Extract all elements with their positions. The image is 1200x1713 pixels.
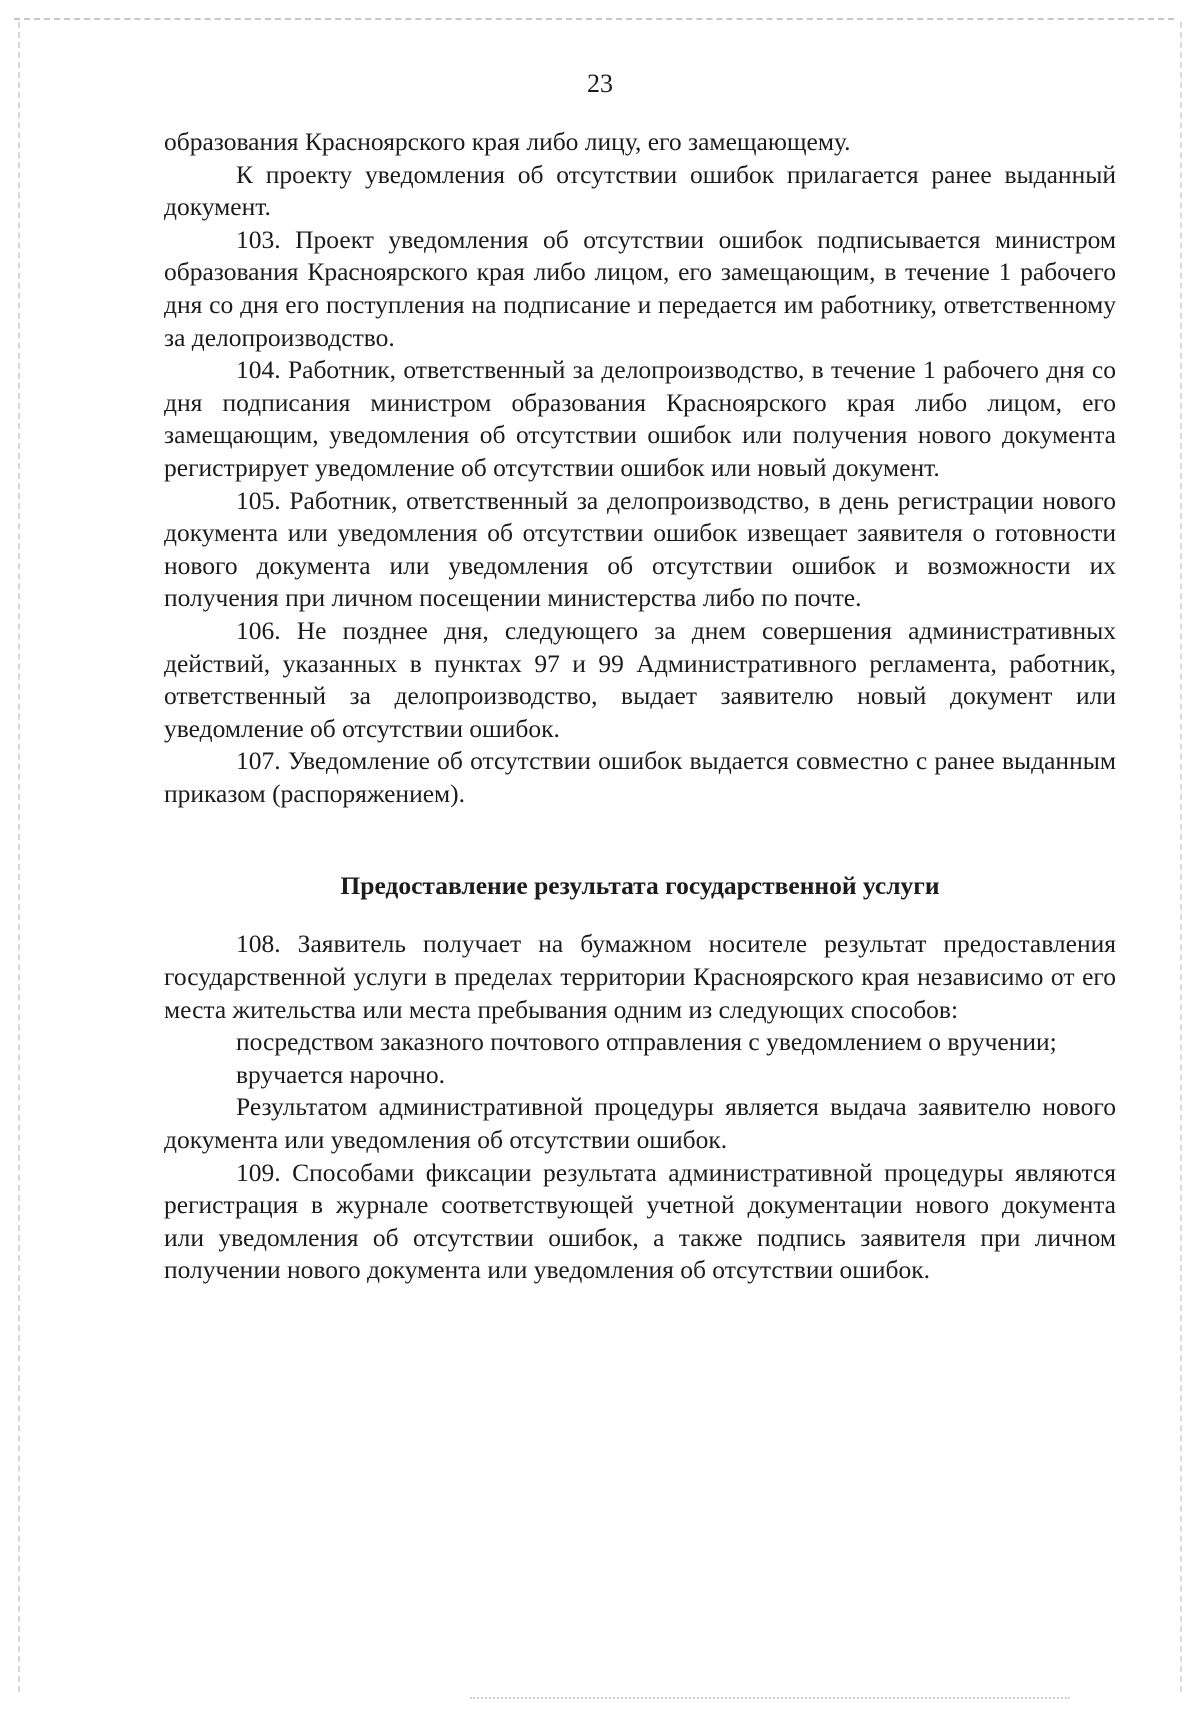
- document-body: [164, 126, 1116, 1287]
- paragraph-result: Результатом административной процедуры является выдача заявителю нового документа или уведомления об отсутствии ошибок.: [164, 1092, 1116, 1155]
- page-number: 23: [587, 69, 613, 98]
- paragraph-108: 108. Заявитель получает на бумажном носителе результат предоставления государственной услуги в пределах территории Красноярского края независимо от его места жительства или места пребывания одним из следующих способов:: [164, 929, 1116, 1024]
- paragraph-105: 105. Работник, ответственный за делопроизводство, в день регистрации нового документа или уведомления об отсутствии ошибок извещает заявителя о готовности нового документа или уведомления об отсутствии ошибок и возможности их получения при личном посещении министерства либо по почте.: [164, 485, 1116, 613]
- paragraph-attachment: К проекту уведомления об отсутствии ошибок прилагается ранее выданный документ.: [164, 159, 1116, 222]
- scan-edge-left: [18, 22, 20, 1692]
- scan-edge-right: [1180, 22, 1182, 1692]
- paragraph-103: 103. Проект уведомления об отсутствии ошибок подписывается министром образования Красноярского края либо лицом, его замещающим, в течение 1 рабочего дня со дня его поступления на подписание и передается им работнику, ответственному за делопроизводство.: [164, 224, 1116, 352]
- paragraph-method-mail: посредством заказного почтового отправления с уведомлением о вручении;: [236, 1027, 1057, 1057]
- paragraph-107: 107. Уведомление об отсутствии ошибок выдается совместно с ранее выданным приказом (распоряжением).: [164, 746, 1116, 808]
- paragraph-continuation: образования Красноярского края либо лицу, его замещающему.: [164, 127, 851, 156]
- scan-edge-bottom: [470, 1697, 1070, 1699]
- section-heading: Предоставление результата государственной услуги: [340, 871, 940, 901]
- scan-edge-top: [14, 18, 1174, 20]
- paragraph-106: 106. Не позднее дня, следующего за днем совершения административных действий, указанных в пунктах 97 и 99 Административного регламента, работник, ответственный за делопроизводство, выдает заявителю новый документ или уведомление об отсутствии ошибок.: [164, 615, 1116, 743]
- paragraph-method-hand: вручается нарочно.: [236, 1059, 445, 1089]
- paragraph-109: 109. Способами фиксации результата административной процедуры являются регистрация в журнале соответствующей учетной документации нового документа или уведомления об отсутствии ошибок, а также подпись заявителя при личном получении нового документа или уведомления об отсутствии ошибок.: [164, 1157, 1116, 1285]
- paragraph-104: 104. Работник, ответственный за делопроизводство, в течение 1 рабочего дня со дня подписания министром образования Красноярского края либо лицом, его замещающим, уведомления об отсутствии ошибок или получения нового документа регистрирует уведомление об отсутствии ошибок или новый документ.: [164, 355, 1116, 482]
